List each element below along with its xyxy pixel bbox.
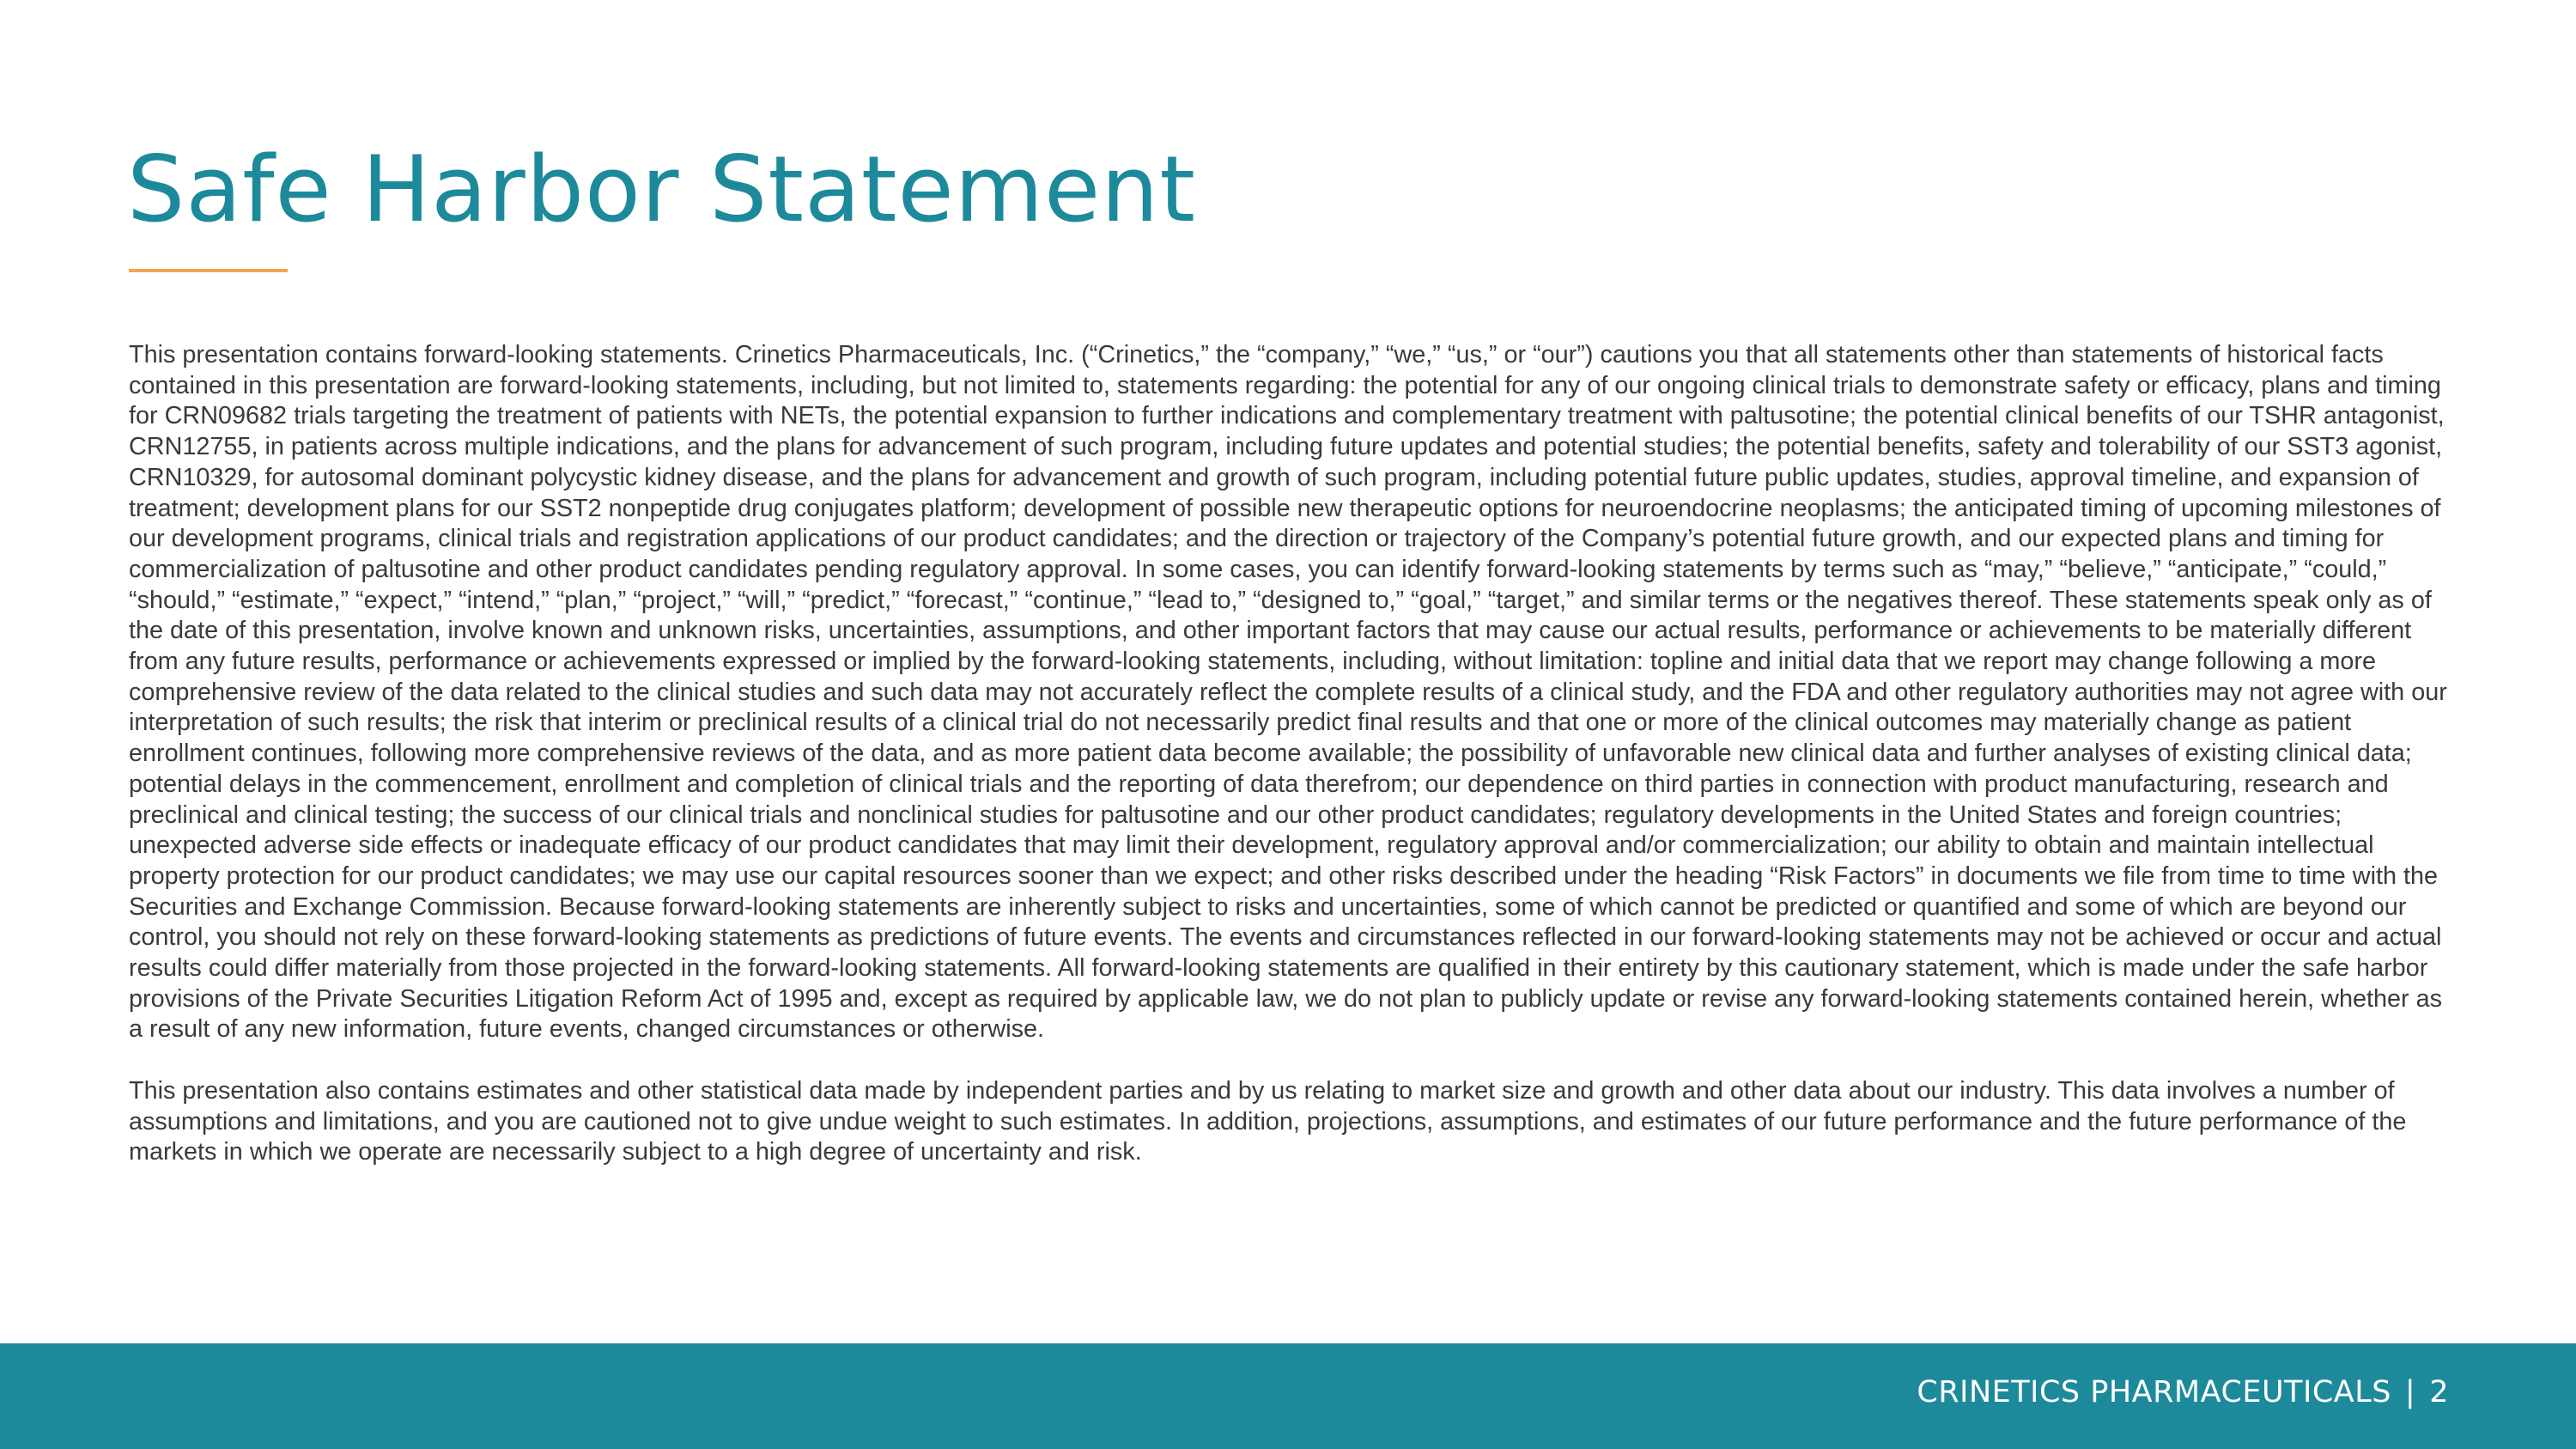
statistical-data-paragraph: This presentation also contains estimates and other statistical data made by independent parties and by us relating to market size and growth and other data about our industry. This data involves a number of assumptions and limitations, and you are cautioned not to give undue weight to such estimates. In addition, projections, assumptions, and estimates of our future performance and the future performance of the markets in which we operate are necessarily subject to a high degree of uncertainty and risk. <box>129 1076 2407 1166</box>
safe-harbor-body <box>129 340 2447 1168</box>
title-accent-divider <box>129 269 288 272</box>
footer-company-name: CRINETICS PHARMACEUTICALS <box>1917 1375 2391 1409</box>
footer-bar <box>0 1343 2576 1449</box>
page-title: Safe Harbor Statement <box>127 137 1196 242</box>
page-number: 2 <box>2429 1375 2449 1409</box>
footer-separator: | <box>2404 1375 2416 1409</box>
forward-looking-statements-paragraph: This presentation contains forward-looking statements. Crinetics Pharmaceuticals, Inc. (“Crinetics,” the “company,” “we,” “us,” or “our”) cautions you that all statements other than statements of historical facts contained in this presentation are forward-looking statements, including, but not limited to, statements regarding: the potential for any of our ongoing clinical trials to demonstrate safety or efficacy, plans and timing for CRN09682 trials targeting the treatment of patients with NETs, the potential expansion to further indications and complementary treatment with paltusotine; the potential clinical benefits of our TSHR antagonist, CRN12755, in patients across multiple indications, and the plans for advancement of such program, including future updates and potential studies; the potential benefits, safety and tolerability of our SST3 agonist, CRN10329, for autosomal dominant polycystic kidney disease, and the plans for advancement and growth of such program, including potential future public updates, studies, approval timeline, and expansion of treatment; development plans for our SST2 nonpeptide drug conjugates platform; development of possible new therapeutic options for neuroendocrine neoplasms; the anticipated timing of upcoming milestones of our development programs, clinical trials and registration applications of our product candidates; and the direction or trajectory of the Company’s potential future growth, and our expected plans and timing for commercialization of paltusotine and other product candidates pending regulatory approval. In some cases, you can identify forward-looking statements by terms such as “may,” “believe,” “anticipate,” “could,” “should,” “estimate,” “expect,” “intend,” “plan,” “project,” “will,” “predict,” “forecast,” “continue,” “lead to,” “designed to,” “goal,” “target,” and similar terms or the negatives thereof. These statements speak only as of the date of this presentation, involve known and unknown risks, uncertainties, assumptions, and other important factors that may cause our actual results, performance or achievements to be materially different from any future results, performance or achievements expressed or implied by the forward-looking statements, including, without limitation: topline and initial data that we report may change following a more comprehensive review of the data related to the clinical studies and such data may not accurately reflect the complete results of a clinical study, and the FDA and other regulatory authorities may not agree with our interpretation of such results; the risk that interim or preclinical results of a clinical trial do not necessarily predict final results and that one or more of the clinical outcomes may materially change as patient enrollment continues, following more comprehensive reviews of the data, and as more patient data become available; the possibility of unfavorable new clinical data and further analyses of existing clinical data; potential delays in the commencement, enrollment and completion of clinical trials and the reporting of data therefrom; our dependence on third parties in connection with product manufacturing, research and preclinical and clinical testing; the success of our clinical trials and nonclinical studies for paltusotine and our other product candidates; regulatory developments in the United States and foreign countries; unexpected adverse side effects or inadequate efficacy of our product candidates that may limit their development, regulatory approval and/or commercialization; our ability to obtain and maintain intellectual property protection for our product candidates; we may use our capital resources sooner than we expect; and other risks described under the heading “Risk Factors” in documents we file from time to time with the Securities and Exchange Commission. Because forward-looking statements are inherently subject to risks and uncertainties, some of which cannot be predicted or quantified and some of which are beyond our control, you should not rely on these forward-looking statements as predictions of future events. The events and circumstances reflected in our forward-looking statements may not be achieved or occur and actual results could differ materially from those projected in the forward-looking statements. All forward-looking statements are qualified in their entirety by this cautionary statement, which is made under the safe harbor provisions of the Private Securities Litigation Reform Act of 1995 and, except as required by applicable law, we do not plan to publicly update or revise any forward-looking statements contained herein, whether as a result of any new information, future events, changed circumstances or otherwise. <box>129 341 2447 1044</box>
footer-label <box>1917 1375 2449 1409</box>
